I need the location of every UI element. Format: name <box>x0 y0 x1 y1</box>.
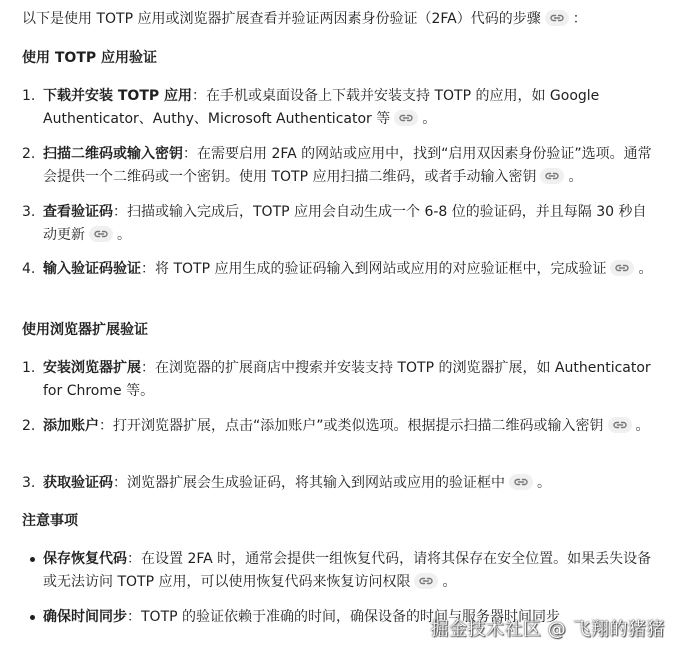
item-number: 2. <box>22 418 36 434</box>
intro-text: 以下是使用 TOTP 应用或浏览器扩展查看并验证两因素身份验证（2FA）代码的步骤 <box>22 11 541 27</box>
list-item <box>22 143 658 189</box>
bullet-dot <box>30 557 35 562</box>
link-icon <box>94 229 108 239</box>
link-icon <box>419 576 433 586</box>
item-number: 4. <box>22 261 36 277</box>
link-icon <box>545 171 559 181</box>
link-icon <box>399 113 413 123</box>
item-number: 2. <box>22 146 36 162</box>
list-item <box>22 85 658 131</box>
item-tail: 。 <box>638 261 653 277</box>
bullet-dot <box>30 615 35 620</box>
item-text: ：在需要启用 2FA 的网站或应用中，找到“启用双因素身份验证”选项。通常会提供一个二维码或一个密钥。使用 TOTP 应用扫描二维码，或者手动输入密钥 <box>43 146 652 185</box>
item-tail: 。 <box>117 227 131 243</box>
list-item <box>22 201 658 247</box>
item-text: ：扫描或输入完成后，TOTP 应用会自动生成一个 6-8 位的验证码，并且每隔 30 秒自动更新 <box>43 204 647 243</box>
item-number: 3. <box>22 204 36 220</box>
section-heading: 使用 TOTP 应用验证 <box>22 50 158 66</box>
watermark: 掘金技术社区 @ 飞翔的猪猪 <box>430 619 665 640</box>
list-item <box>22 357 658 403</box>
list-item <box>22 472 658 495</box>
item-lead: 添加账户 <box>43 418 99 434</box>
item-lead: 获取验证码 <box>43 475 113 491</box>
list-item <box>22 258 658 281</box>
item-lead: 输入验证码验证 <box>43 261 141 277</box>
item-lead: 查看验证码 <box>43 204 113 220</box>
item-text: ：TOTP 的验证依赖于准确的时间，确保设备的时间与服务器时间同步 <box>127 609 561 625</box>
link-icon <box>613 420 627 430</box>
citation-link[interactable] <box>610 260 634 276</box>
item-tail: 。 <box>442 574 457 590</box>
citation-link[interactable] <box>394 110 418 126</box>
citation-link[interactable] <box>414 573 438 589</box>
citation-link[interactable] <box>540 168 564 184</box>
citation-link[interactable] <box>545 10 569 26</box>
list-item <box>22 548 658 594</box>
item-lead: 安装浏览器扩展 <box>43 360 141 376</box>
item-tail: 。 <box>537 475 551 491</box>
item-tail: 。 <box>568 169 583 185</box>
item-lead: 扫描二维码或输入密钥 <box>43 146 183 162</box>
link-icon <box>550 13 564 23</box>
item-number: 3. <box>22 475 36 491</box>
item-lead: 确保时间同步 <box>43 609 127 625</box>
citation-link[interactable] <box>509 474 533 490</box>
item-text: ：将 TOTP 应用生成的验证码输入到网站或应用的对应验证框中，完成验证 <box>141 261 607 277</box>
item-text: ：在设置 2FA 时，通常会提供一组恢复代码，请将其保存在安全位置。如果丢失设备或无法访问 TOTP 应用，可以使用恢复代码来恢复访问权限 <box>43 551 652 590</box>
item-tail: 。 <box>422 111 437 127</box>
intro-paragraph <box>22 8 662 31</box>
list-item <box>22 415 658 438</box>
intro-tail: ： <box>572 11 587 27</box>
item-text: ：在浏览器的扩展商店中搜索并安装支持 TOTP 的浏览器扩展，如 Authenticator for Chrome 等。 <box>43 360 651 399</box>
item-number: 1. <box>22 88 36 104</box>
item-text: ：浏览器扩展会生成验证码，将其输入到网站或应用的验证框中 <box>113 475 505 491</box>
item-lead: 下载并安装 TOTP 应用 <box>43 88 193 104</box>
item-lead: 保存恢复代码 <box>43 551 127 567</box>
section-heading: 使用浏览器扩展验证 <box>22 322 148 338</box>
section-heading: 注意事项 <box>22 513 78 529</box>
item-number: 1. <box>22 360 36 376</box>
item-tail: 。 <box>635 418 650 434</box>
citation-link[interactable] <box>608 417 632 433</box>
link-icon <box>514 477 528 487</box>
item-text: ：打开浏览器扩展，点击“添加账户”或类似选项。根据提示扫描二维码或输入密钥 <box>99 418 604 434</box>
citation-link[interactable] <box>89 226 113 242</box>
item-text: ：在手机或桌面设备上下载并安装支持 TOTP 的应用，如 Google Authenticator、Authy、Microsoft Authenticator 等 <box>43 88 600 127</box>
link-icon <box>615 263 629 273</box>
